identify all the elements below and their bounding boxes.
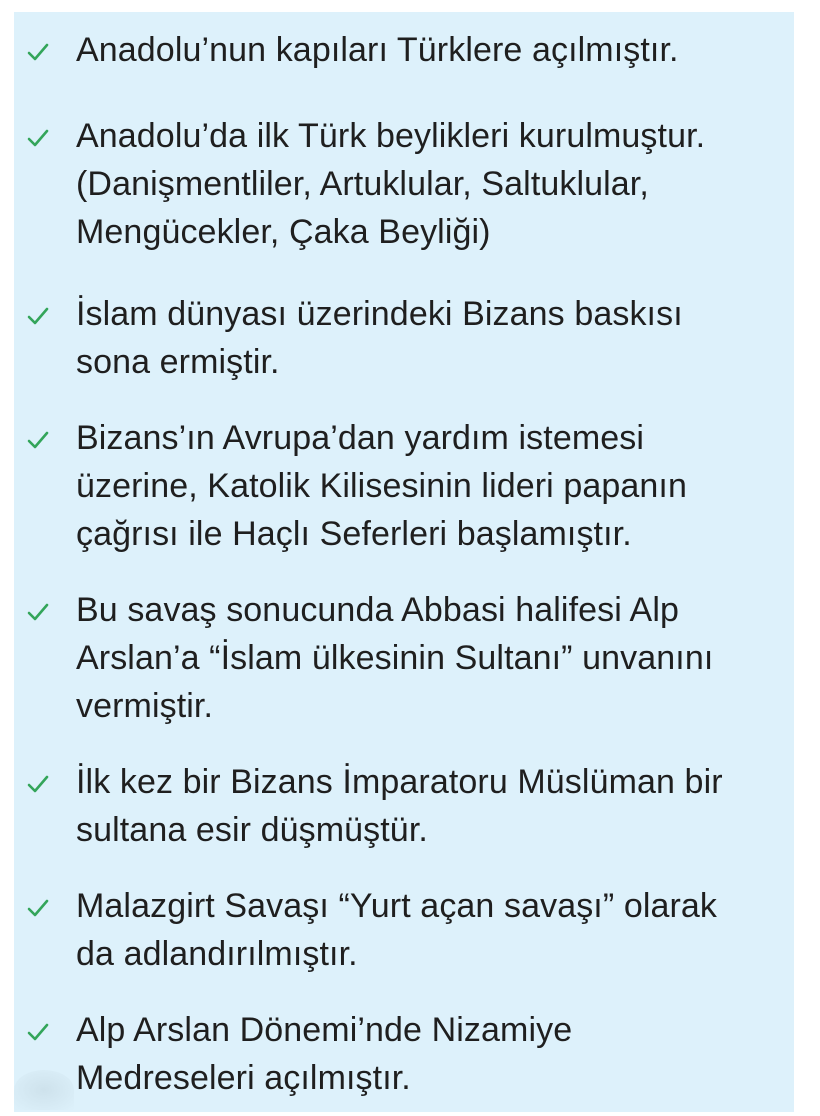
corner-shadow	[14, 1070, 74, 1110]
check-icon	[26, 40, 54, 68]
check-icon	[26, 304, 54, 332]
check-icon	[26, 1020, 54, 1048]
check-icon	[26, 896, 54, 924]
check-icon	[26, 600, 54, 628]
check-icon	[26, 772, 54, 800]
list-item-text: Anadolu’da ilk Türk beylikleri kurulmuştur. (Danişmentliler, Artuklular, Saltuklular, Mengücekler, Çaka Beyliği)	[76, 117, 706, 251]
list-item-text: Bizans’ın Avrupa’dan yardım istemesi üzerine, Katolik Kilisesinin lideri papanın çağrısı ile Haçlı Seferleri başlamıştır.	[76, 419, 687, 553]
list-item-text: Bu savaş sonucunda Abbasi halifesi Alp Arslan’a “İslam ülkesinin Sultanı” unvanını vermiştir.	[76, 591, 714, 725]
list-item-text: Malazgirt Savaşı “Yurt açan savaşı” olarak da adlandırılmıştır.	[76, 887, 718, 973]
check-icon	[26, 126, 54, 154]
list-item-text: Anadolu’nun kapıları Türklere açılmıştır.	[76, 31, 679, 69]
check-icon	[26, 428, 54, 456]
list-item-text: Alp Arslan Dönemi’nde Nizamiye Medreseleri açılmıştır.	[76, 1011, 573, 1097]
list-item-text: İlk kez bir Bizans İmparatoru Müslüman bir sultana esir düşmüştür.	[76, 763, 723, 849]
list-item-text: İslam dünyası üzerindeki Bizans baskısı sona ermiştir.	[76, 295, 683, 381]
info-panel	[14, 12, 794, 1112]
